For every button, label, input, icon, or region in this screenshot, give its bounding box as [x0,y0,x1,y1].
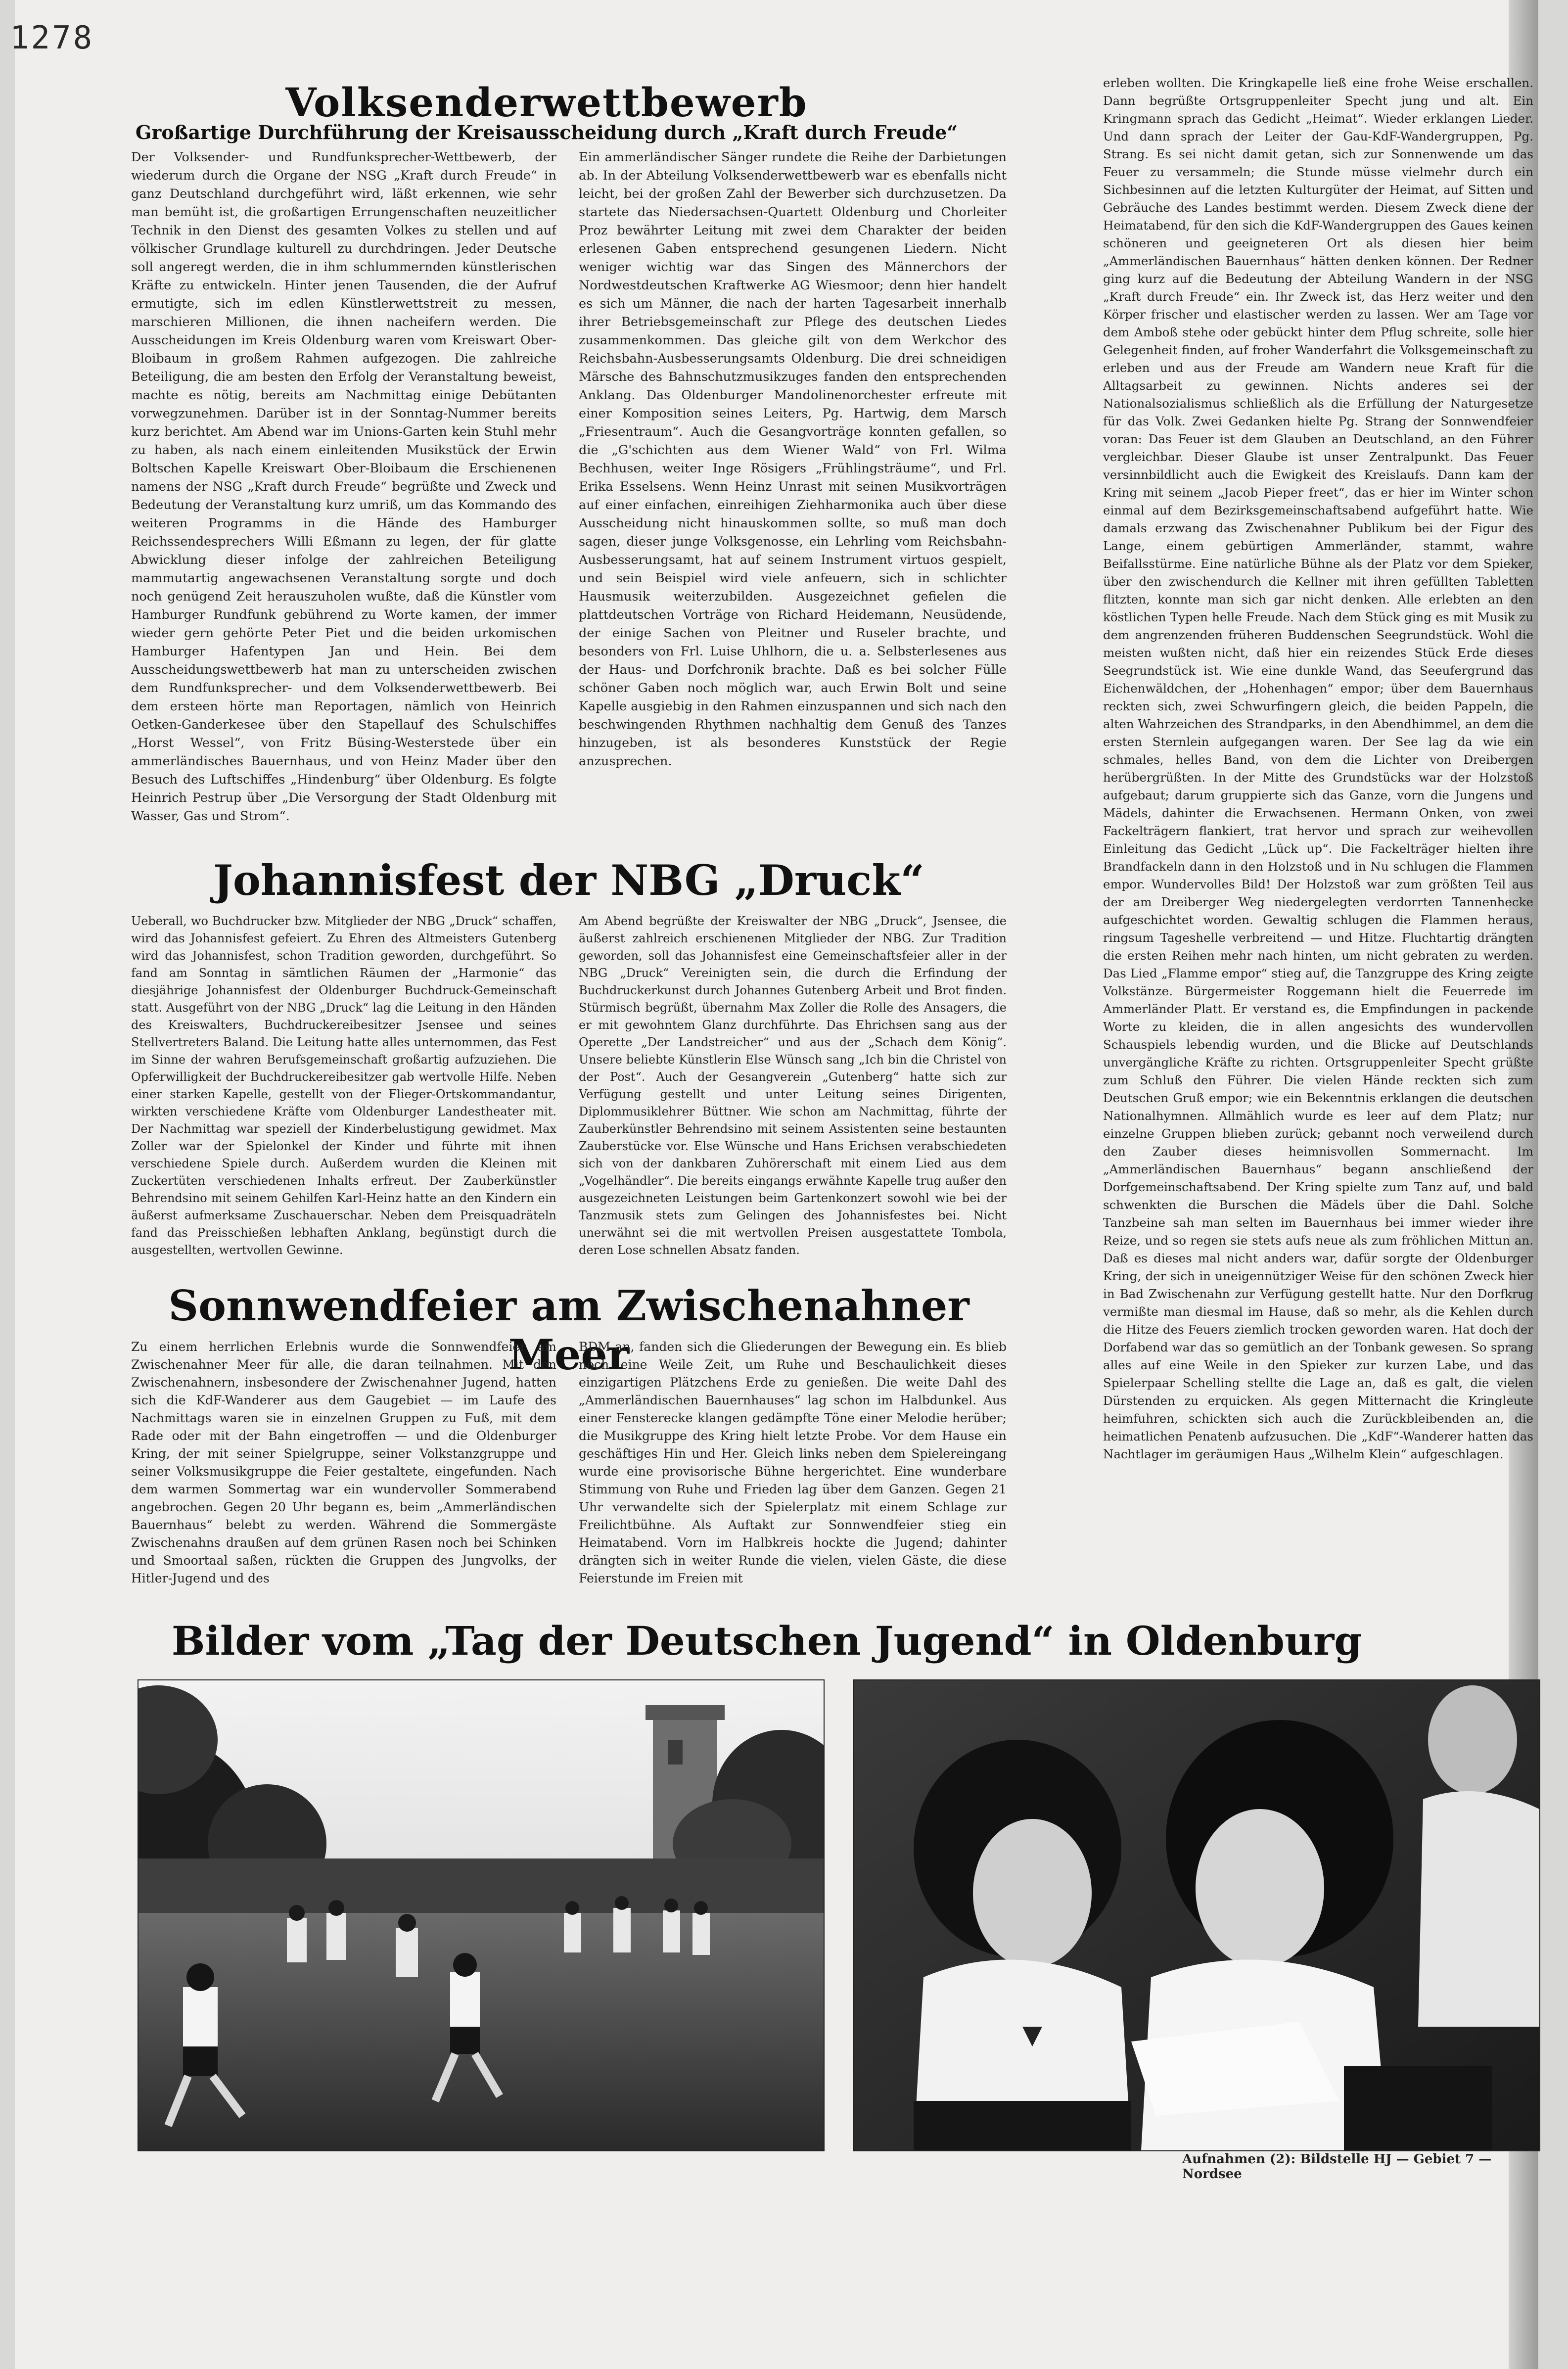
article1-title: Volksenderwettbewerb [285,79,808,126]
article2-title: Johannisfest der NBG „Druck“ [213,856,924,905]
right-column-continuation: erleben wollten. Die Kringkapelle ließ eine frohe Weise erschallen. Dann begrüßte Ortsgruppenleiter Specht jung und alt. Ein Kringmann sprach das Gedicht „Heimat“. Wieder erklangen Lieder. Und dann sprach der Leiter der Gau-KdF-Wandergruppen, Pg. Strang. Es sei nicht damit getan, sich zur Sonnenwende um das Feuer zu versammeln; die Stunde müsse vielmehr durch ein Sichbesinnen auf die letzten Kulturgüter der Heimat, auf Sitten und Gebräuche des Landes bestimmt werden. Diesem Zweck diene der Heimatabend, für den sich die KdF-Wandergruppen des Gaues keinen schöneren und geeigneteren Ort als diesen hier beim „Ammerländischen Bauernhaus“ hätten denken können. Der Redner ging kurz auf die Bedeutung der Abteilung Wandern in der NSG „Kraft durch Freude“ ein. Ihr Zweck ist, das Herz weiter und den Körper frischer und elastischer werden zu lassen. Wer am Tage vor dem Amboß stehe oder gebückt hinter dem Pflug schreite, solle hier Gelegenheit finden, auf froher Wanderfahrt die Volksgemeinschaft zu erleben und aus der Freude am Wandern neue Kraft für die Alltagsarbeit zu gewinnen. Nichts anderes sei der Nationalsozialismus schließlich als die Erfüllung der Naturgesetze für das Volk. Zwei Gedanken hielte Pg. Strang der Sonnwendfeier voran: Das Feuer ist dem Glauben an Deutschland, an den Führer vergleichbar. Dieser Glaube ist unser Zentralpunkt. Das Feuer versinnbildlicht auch die Ewigkeit des Kreislaufs. Dann kam der Kring mit seinem „Jacob Pieper freet“, das er hier im Winter schon einmal auf dem Bezirksgemeinschaftsabend aufgeführt hatte. Wie damals erzwang das Zwischenahner Publikum bei der Figur des Lange, einem gebürtigen Ammerländer, stammt, wahre Beifallsstürme. Eine natürliche Bühne als der Platz vor dem Spieker, über den zwischendurch die Kellner mit ihren gefüllten Tabletten flitzten, konnte man sich gar nicht denken. Alle erlebten an den köstlichen Typen helle Freude. Nach dem Stück ging es mit Musik zu dem angrenzenden früheren Buddenschen Seegrundstück. Wohl die meisten wußten nicht, daß hier ein reizendes Stück Erde dieses Seegrundstück ist. Wie eine dunkle Wand, das Seeufergrund das Eichenwäldchen, der „Hohenhagen“ empor; über dem Bauernhaus reckten sich, zwei Schwurfingern gleich, die beiden Pappeln, die alten Wahrzeichen des Strandparks, in den Abendhimmel, an dem die ersten Sternlein aufgegangen waren. Der See lag da wie ein schmales, helles Band, von dem die Lichter von Dreibergen herübergrüßten. In der Mitte des Grundstücks war der Holzstoß aufgebaut; darum gruppierte sich das Ganze, vorn die Jungens und Mädels, dahinter die Erwachsenen. Hermann Onken, von zwei Fackelträgern flankiert, trat hervor und sprach zur weihevollen Einleitung das Gedicht „Lück up“. Die Fackelträger hielten ihre Brandfackeln dann in den Holzstoß und in Nu schlugen die Flammen empor. Wundervolles Bild! Der Holzstoß war zum größten Teil aus der am Dreiberger Weg niedergelegten verdorrten Tannenhecke aufgeschichtet worden. Gewaltig schlugen die Flammen heraus, ringsum Tageshelle verbreitend — und Hitze. Fluchtartig drängten die ersten Reihen mehr nach hinten, um nicht gebraten zu werden. Das Lied „Flamme empor“ stieg auf, die Tanzgruppe des Kring zeigte Volkstänze. Bürgermeister Roggemann hielt die Feuerrede im Ammerländer Platt. Er verstand es, die Empfindungen in packende Worte zu kleiden, die in allen angesichts des wundervollen Schauspiels lebendig wurden, und die Blicke auf Deutschlands unvergängliche Kräfte zu richten. Ortsgruppenleiter Specht grüßte zum Schluß den Führer. Die vielen Hände reckten sich zum Deutschen Gruß empor; wie ein Bekenntnis erklangen die deutschen Nationalhymnen. Allmählich wurde es leer auf dem Platz; nur einzelne Gruppen blieben zurück; gebannt noch verweilend durch den Zauber dieses heimnisvollen Sommernacht. Im „Ammerländischen Bauernhaus“ begann anschließend der Dorfgemeinschaftsabend. Der Kring spielte zum Tanz auf, und bald schwenkten die Burschen die Mädels über die Dahl. Solche Tanzbeine sah man selten im Bauernhaus bei immer wieder ihre Reize, und so regen sie stets aufs neue als zum fröhlichen Mittun an. Daß es dieses mal nicht anders war, dafür sorgte der Oldenburger Kring, der sich in uneigennütziger Weise für den schönen Zweck hier in Bad Zwischenahn zur Verfügung gestellt hatte. Nur den Dorfkrug vermißte man diesmal im Hause, daß so mehr, als die Kehlen durch die Hitze des Feuers ziemlich trocken geworden waren. Hat doch der Dorfabend war das so gemütlich an der Tonbank gewesen. So sprang alles auf eine Weile in den Spieker zur kurzen Labe, und das Spielerpaar Schelling stellte die Lage an, daß es galt, die vielen Dürstenden zu erquicken. Als gegen Mitternacht die Kringleute heimfuhren, schickten sich auch die Zurückbleibenden an, die heimatlichen Penatenb aufzusuchen. Die „KdF“-Wanderer hatten das Nachtlager im geräumigen Haus „Wilhelm Klein“ aufgeschlagen. [1103,76,1533,1461]
article1-column-2: Ein ammerländischer Sänger rundete die Reihe der Darbietungen ab. In der Abteilung Volksenderwettbewerb war es ebenfalls nicht leicht, bei der großen Zahl der Bewerber sich durchzusetzen. Da startete das Niedersachsen-Quartett Oldenburg und Chorleiter Proz bewährter Leitung mit zwei dem Charakter der beiden erlesenen Gaben entsprechend gesungenen Liedern. Nicht weniger wichtig war das Singen des Männerchors der Nordwestdeutschen Kraftwerke AG Wiesmoor; denn hier handelt es sich um Männer, die nach der harten Tagesarbeit innerhalb ihrer Betriebsgemeinschaft zur Pflege des deutschen Liedes zusammenkommen. Das gleiche gilt von dem Werkchor des Reichsbahn-Ausbesserungsamts Oldenburg. Die drei schneidigen Märsche des Bahnschutzmusikzuges fanden den entsprechenden Anklang. Das Oldenburger Mandolinenorchester erfreute mit einer Komposition seines Leiters, Pg. Hartwig, dem Marsch „Friesentraum“. Auch die Gesangvorträge konnten gefallen, so die „G'schichten aus dem Wiener Wald“ von Frl. Wilma Bechhusen, weiter Inge Rösigers „Frühlingsträume“, und Frl. Erika Esselsens. Wenn Heinz Unrast mit seinen Musikvorträgen auf einer einfachen, einreihigen Ziehharmonika auch über diese Ausscheidung nicht hinauskommen sollte, so muß man doch sagen, dieser junge Volksgenosse, ein Lehrling vom Reichsbahn-Ausbesserungsamt, hat auf seinem Instrument virtuos gespielt, und sein Beispiel wird viele anfeuern, sich in schlichter Hausmusik weiterzubilden. Ausgezeichnet gefielen die plattdeutschen Vorträge von Richard Heidemann, Neusüdende, der einige Sachen von Pleitner und Ruseler brachte, und besonders von Frl. Luise Uhlhorn, die u. a. Selbsterlesenes aus der Haus- und Dorfchronik brachte. Daß es bei solcher Fülle schöner Gaben noch möglich war, auch Erwin Bolt und seine Kapelle ausgiebig in den Rahmen einzuspannen und sich nach den beschwingenden Rhythmen nachhaltig dem Genuß des Tanzes hinzugeben, ist als besonderes Kunststück der Regie anzusprechen. [579,150,1007,769]
article3-title: Sonnwendfeier am Zwischenahner Meer [168,1281,969,1379]
article1-column-1: Der Volksender- und Rundfunksprecher-Wettbewerb, der wiederum durch die Organe der NSG „Kraft durch Freude“ in ganz Deutschland durchgeführt wird, läßt erkennen, wie sehr man bemüht ist, die großartigen Errungenschaften neuzeitlicher Technik in den Dienst des gesamten Volkes zu stellen und auf völkischer Grundlage kulturell zu durchdringen. Jeder Deutsche soll angeregt werden, die in ihm schlummernden künstlerischen Kräfte zu entwickeln. Hinter jenen Tausenden, die der Aufruf ermutigte, sich im edlen Künstlerwettstreit zu messen, marschieren Millionen, die ihnen nacheifern werden. Die Ausscheidungen im Kreis Oldenburg waren vom Kreiswart Ober-Bloibaum in großem Rahmen aufgezogen. Die zahlreiche Beteiligung, die am besten den Erfolg der Veranstaltung beweist, machte es nötig, bereits am Nachmittag einige Debütanten vorwegzunehmen. Darüber ist in der Sonntag-Nummer bereits kurz berichtet. Am Abend war im Unions-Garten kein Stuhl mehr zu haben, als nach einem einleitenden Musikstück der Erwin Boltschen Kapelle Kreiswart Ober-Bloibaum die Erschienenen namens der NSG „Kraft durch Freude“ begrüßte und Zweck und Bedeutung der Veranstaltung kurz umriß, um das Kommando des weiteren Programms in die Hände des Hamburger Reichssendesprechers Willi Eßmann zu legen, der für glatte Abwicklung dieser infolge der zahlreichen Beteiligung mammutartig angewachsenen Veranstaltung sorgte und doch noch genügend Zeit herauszuholen wußte, daß die Künstler vom Hamburger Rundfunk gebührend zu Worte kamen, der immer wieder gern gehörte Peter Piet und die beiden urkomischen Hamburger Hafentypen Jan und Hein. Bei dem Ausscheidungswettbewerb hat man zu unterscheiden zwischen dem Rundfunksprecher- und dem Volksenderwettbewerb. Bei dem ersteen hörte man Reportagen, nämlich von Heinrich Oetken-Ganderkesee über den Stapellauf des Schulschiffes „Horst Wessel“, von Fritz Büsing-Westerstede über ein ammerländisches Bauernhaus, und von Heinz Mader über den Besuch des Luftschiffes „Hindenburg“ über Oldenburg. Es folgte Heinrich Pestrup über „Die Versorgung der Stadt Oldenburg mit Wasser, Gas und Strom“. [131,150,556,824]
photo-girls-reading [853,1679,1540,2151]
page-number: 1278 [10,20,94,56]
article2-column-1: Ueberall, wo Buchdrucker bzw. Mitglieder der NBG „Druck“ schaffen, wird das Johannisfest gefeiert. Zu Ehren des Altmeisters Gutenberg wird das Johannisfest, schon Tradition geworden, durchgeführt. So fand am Sonntag in sämtlichen Räumen der „Harmonie“ das diesjährige Johannisfest der Oldenburger Buchdruck-Gemeinschaft statt. Ausgeführt von der NBG „Druck“ lag die Leitung in den Händen des Kreiswalters, Buchdruckereibesitzer Jsensee und seines Stellvertreters Baland. Die Leitung hatte alles unternommen, das Fest im Sinne der wahren Berufsgemeinschaft großartig aufzuziehen. Die Opferwilligkeit der Buchdruckereibesitzer gab wertvolle Hilfe. Neben einer starken Kapelle, gestellt von der Flieger-Ortskommandantur, wirkten verschiedene Kräfte vom Oldenburger Landestheater mit. Der Nachmittag war speziell der Kinderbelustigung gewidmet. Max Zoller war der Spielonkel der Kinder und führte mit ihnen verschiedene Spiele durch. Außerdem wurden die Kleinen mit Zuckertüten verschiedenen Inhalts erfreut. Der Zauberkünstler Behrendsino mit seinem Gehilfen Karl-Heinz hatte an den Kindern ein äußerst aufmerksame Zuschauerschar. Neben dem Preisquadräteln fand das Preisschießen lebhaften Anklang, begünstigt durch die ausgestellten, wertvollen Gewinne. [131,914,556,1257]
article3-column-1: Zu einem herrlichen Erlebnis wurde die Sonnwendfeier am Zwischenahner Meer für alle, die daran teilnahmen. Mit den Zwischenahnern, insbesondere der Zwischenahner Jugend, hatten sich die KdF-Wanderer aus dem Gaugebiet — im Laufe des Nachmittags waren sie in einzelnen Gruppen zu Fuß, mit dem Rade oder mit der Bahn eingetroffen — und die Oldenburger Kring, der mit seiner Spielgruppe, seiner Volkstanzgruppe und seiner Volksmusikgruppe die Feier gestaltete, eingefunden. Nach dem warmen Sommertag war ein wundervoller Sommerabend angebrochen. Gegen 20 Uhr begann es, beim „Ammerländischen Bauernhaus“ belebt zu werden. Während die Sommergäste Zwischenahns draußen auf dem grünen Rasen noch bei Schinken und Smoortaal saßen, rückten die Gruppen des Jungvolks, der Hitler-Jugend und des [131,1340,556,1585]
photo-section-title: Bilder vom „Tag der Deutschen Jugend“ in Oldenburg [171,1618,1362,1664]
article1-subtitle: Großartige Durchführung der Kreisausscheidung durch „Kraft durch Freude“ [135,121,958,143]
photo-girls-reading-image [854,1680,1539,2150]
photo-credit: Aufnahmen (2): Bildstelle HJ — Gebiet 7 — Nordsee [1182,2152,1492,2182]
article3-column-2: BDM an, fanden sich die Gliederungen der Bewegung ein. Es blieb noch eine Weile Zeit, um Ruhe und Beschaulichkeit dieses einzigartigen Plätzchens Erde zu genießen. Die weite Dahl des „Ammerländischen Bauernhauses“ lag schon im Halbdunkel. Aus einer Fensterecke klangen gedämpfte Töne einer Melodie herüber; die Musikgruppe des Kring hielt letzte Probe. Vor dem Hause ein geschäftiges Hin und Her. Gleich links neben dem Spielereingang wurde eine provisorische Bühne hergerichtet. Eine wunderbare Stimmung von Ruhe und Frieden lag über dem Ganzen. Gegen 21 Uhr verwandelte sich der Spielerplatz mit einem Schlage zur Freilichtbühne. Als Auftakt zur Sonnwendfeier stieg ein Heimatabend. Vorn im Halbkreis hockte die Jugend; dahinter drängten sich in weiter Runde die vielen, vielen Gäste, die diese Feierstunde im Freien mit [579,1340,1007,1585]
article2-column-2: Am Abend begrüßte der Kreiswalter der NBG „Druck“, Jsensee, die äußerst zahlreich erschienenen Mitglieder der NBG. Zur Tradition geworden, soll das Johannisfest eine Gemeinschaftsfeier aller in der NBG „Druck“ Vereinigten sein, die durch die Erfindung der Buchdruckerkunst durch Johannes Gutenberg Arbeit und Brot finden. Stürmisch begrüßt, übernahm Max Zoller die Rolle des Ansagers, die er mit gewohntem Glanz durchführte. Das Ehrichsen sang aus der Operette „Der Landstreicher“ und aus der „Schach dem König“. Unsere beliebte Künstlerin Else Wünsch sang „Ich bin die Christel von der Post“. Auch der Gesangverein „Gutenberg“ hatte sich zur Verfügung gestellt und unter Leitung seines Dirigenten, Diplommusiklehrer Büttner. Wie schon am Nachmittag, führte der Zauberkünstler Behrendsino mit seinem Assistenten seine bestaunten Zauberstücke vor. Else Wünsche und Hans Erichsen verabschiedeten sich von der dankbaren Zuhörerschaft mit einem Lied aus dem „Vogelhändler“. Die bereits eingangs erwähnte Kapelle trug außer den ausgezeichneten Leistungen beim Gartenkonzert sowohl wie bei der Tanzmusik stets zum Gelingen des Johannisfestes bei. Nicht unerwähnt sei die mit wertvollen Preisen ausgestattete Tombola, deren Lose schnellen Absatz fanden. [579,914,1007,1257]
photo-children-running [138,1679,825,2151]
photo-children-running-image [138,1680,824,2150]
